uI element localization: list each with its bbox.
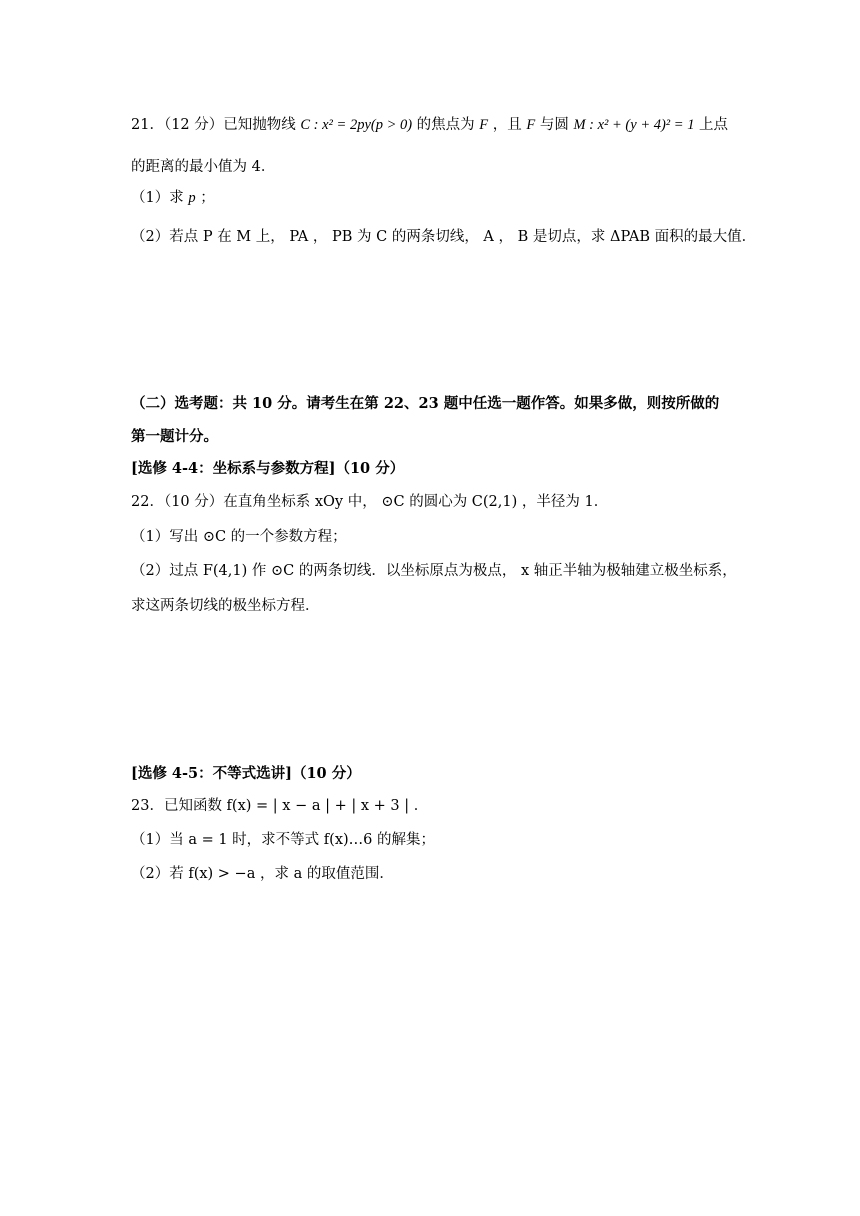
- q23-line1: 23．已知函数 f(x) = | x − a | + | x + 3 | ．: [131, 798, 429, 814]
- elective45-header: [选修 4-5：不等式选讲]（10 分）: [131, 765, 361, 782]
- q21-mid3: 与圆: [535, 117, 574, 133]
- q22-line1: 22．（10 分）在直角坐标系 xOy 中， ⊙C 的圆心为 C(2,1) ，半径为 1．: [131, 494, 609, 510]
- q23-part2: （2）若 f(x) > −a ，求 a 的取值范围．: [131, 866, 394, 882]
- q21-parabola-equation: C : x² = 2py(p > 0): [300, 117, 413, 133]
- q21-part1: [131, 187, 741, 209]
- q21-part2: （2）若点 P 在 M 上， PA ， PB 为 C 的两条切线， A ， B 是切点，求 ΔPAB 面积的最大值．: [131, 229, 757, 245]
- q23-part1: （1）当 a = 1 时，求不等式 f(x)…6 的解集；: [131, 832, 435, 848]
- q22-part2-line1: （2）过点 F(4,1) 作 ⊙C 的两条切线．以坐标原点为极点， x 轴正半轴为极轴建立极坐标系，: [131, 563, 737, 579]
- q21-focus: F: [479, 117, 489, 133]
- q22-part1: （1）写出 ⊙C 的一个参数方程；: [131, 529, 347, 545]
- elective44-header: [选修 4-4：坐标系与参数方程]（10 分）: [131, 460, 405, 477]
- q21-prefix: 21．（12 分）已知抛物线: [131, 117, 301, 133]
- q21-line1: [131, 114, 741, 136]
- q21-part1-suffix: ；: [195, 190, 215, 206]
- q21-part1-prefix: （1）求: [131, 190, 189, 206]
- q22-part2-line2: 求这两条切线的极坐标方程．: [131, 598, 320, 614]
- q21-mid2: ，且: [488, 117, 527, 133]
- q21-circle-equation: M : x² + (y + 4)² = 1: [573, 117, 695, 133]
- q21-tail: 上点: [694, 117, 729, 133]
- section2-line2: 第一题计分。: [131, 428, 218, 445]
- q21-mid1: 的焦点为: [412, 117, 480, 133]
- q21-focus-2: F: [526, 117, 536, 133]
- q21-part1-var: p: [188, 190, 196, 206]
- section2-line1: （二）选考题：共 10 分。请考生在第 22、23 题中任选一题作答。如果多做，则按所做的: [131, 395, 720, 412]
- q21-line2: 的距离的最小值为 4．: [131, 159, 276, 175]
